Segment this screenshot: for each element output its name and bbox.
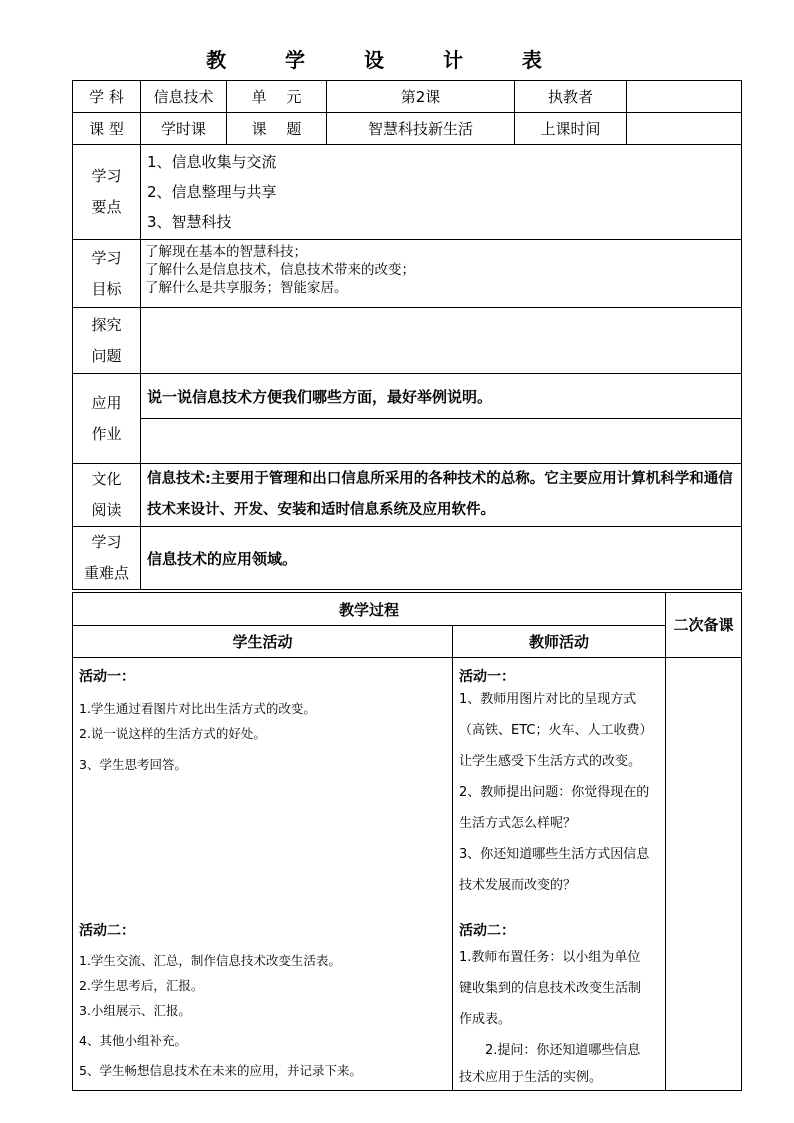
subject-value: 信息技术	[141, 81, 227, 113]
list-item: 1.学生通过看图片对比出生活方式的改变。	[79, 701, 316, 716]
time-value	[627, 113, 742, 145]
list-item: 2.提问：你还知道哪些信息	[459, 1043, 641, 1058]
focus-content: 信息技术的应用领域。	[141, 527, 742, 590]
application-content: 说一说信息技术方便我们哪些方面，最好举例说明。	[141, 374, 742, 419]
subject-label: 学 科	[73, 81, 141, 113]
key-point-item: 2、信息整理与共享	[147, 183, 277, 201]
reading-label: 文化 阅读	[73, 464, 141, 527]
teacher-activity-2-heading: 活动二：	[459, 923, 515, 939]
objectives-content	[141, 240, 742, 308]
page-title: 教 学 设 计 表	[206, 48, 568, 72]
list-item: 1、教师用图片对比的呈现方式	[459, 692, 637, 707]
unit-label: 单 元	[227, 81, 327, 113]
list-item: （高铁、ETC；火车、人工收费）	[459, 723, 653, 738]
inquiry-content	[141, 308, 742, 374]
list-item: 技术发展而改变的？	[459, 878, 577, 893]
student-activity-1-heading: 活动一：	[79, 669, 135, 685]
list-item: 生活方式怎么样呢？	[459, 816, 577, 831]
list-item: 1.学生交流、汇总，制作信息技术改变生活表。	[79, 953, 341, 968]
focus-label: 学习 重难点	[73, 527, 141, 590]
application-content-2	[141, 419, 742, 464]
list-item: 2.学生思考后，汇报。	[79, 978, 204, 993]
list-item: 键收集到的信息技术改变生活制	[459, 981, 642, 996]
list-item: 2、教师提出问题：你觉得现在的	[459, 785, 650, 800]
reading-content: 信息技术:主要用于管理和出口信息所采用的各种技术的总称。它主要应用计算机科学和通信技术来设计、开发、安装和适时信息系统及应用软件。	[141, 464, 742, 527]
key-point-item: 3、智慧科技	[147, 213, 232, 231]
list-item: 1.教师布置任务：以小组为单位	[459, 950, 641, 965]
list-item: 4、其他小组补充。	[79, 1033, 187, 1048]
unit-value: 第2课	[327, 81, 515, 113]
key-points-label: 学习 要点	[73, 145, 141, 240]
teaching-process-table	[72, 592, 742, 1091]
key-point-item: 1、信息收集与交流	[147, 153, 277, 171]
list-item: 3、你还知道哪些生活方式因信息	[459, 847, 650, 862]
list-item: 3、学生思考回答。	[79, 757, 187, 772]
list-item: 让学生感受下生活方式的改变。	[459, 754, 642, 769]
inquiry-label: 探究 问题	[73, 308, 141, 374]
second-prep-cell	[666, 658, 742, 1091]
student-activity-2-heading: 活动二：	[79, 923, 135, 939]
process-title: 教学过程	[73, 593, 666, 626]
type-value: 学时课	[141, 113, 227, 145]
second-prep-header: 二次备课	[666, 593, 742, 658]
key-points-content	[141, 145, 742, 240]
objective-item: 了解什么是信息技术，信息技术带来的改变；	[145, 262, 415, 278]
list-item: 2.说一说这样的生活方式的好处。	[79, 726, 266, 741]
objectives-label: 学习 目标	[73, 240, 141, 308]
teacher-activity-1-heading: 活动一：	[459, 669, 515, 685]
lesson-info-table	[72, 80, 742, 590]
teacher-value	[627, 81, 742, 113]
student-activity-cell	[73, 658, 453, 1091]
teacher-label: 执教者	[515, 81, 627, 113]
list-item: 技术应用于生活的实例。	[459, 1070, 603, 1085]
type-label: 课 型	[73, 113, 141, 145]
application-label: 应用 作业	[73, 374, 141, 464]
time-label: 上课时间	[515, 113, 627, 145]
list-item: 3.小组展示、汇报。	[79, 1003, 191, 1018]
list-item: 5、学生畅想信息技术在未来的应用，并记录下来。	[79, 1063, 362, 1078]
objective-item: 了解什么是共享服务；智能家居。	[145, 280, 348, 296]
teacher-activity-header: 教师活动	[453, 626, 666, 658]
teacher-activity-cell	[453, 658, 666, 1091]
topic-label: 课 题	[227, 113, 327, 145]
topic-value: 智慧科技新生活	[327, 113, 515, 145]
list-item: 作成表。	[459, 1012, 512, 1027]
objective-item: 了解现在基本的智慧科技；	[145, 244, 307, 260]
student-activity-header: 学生活动	[73, 626, 453, 658]
